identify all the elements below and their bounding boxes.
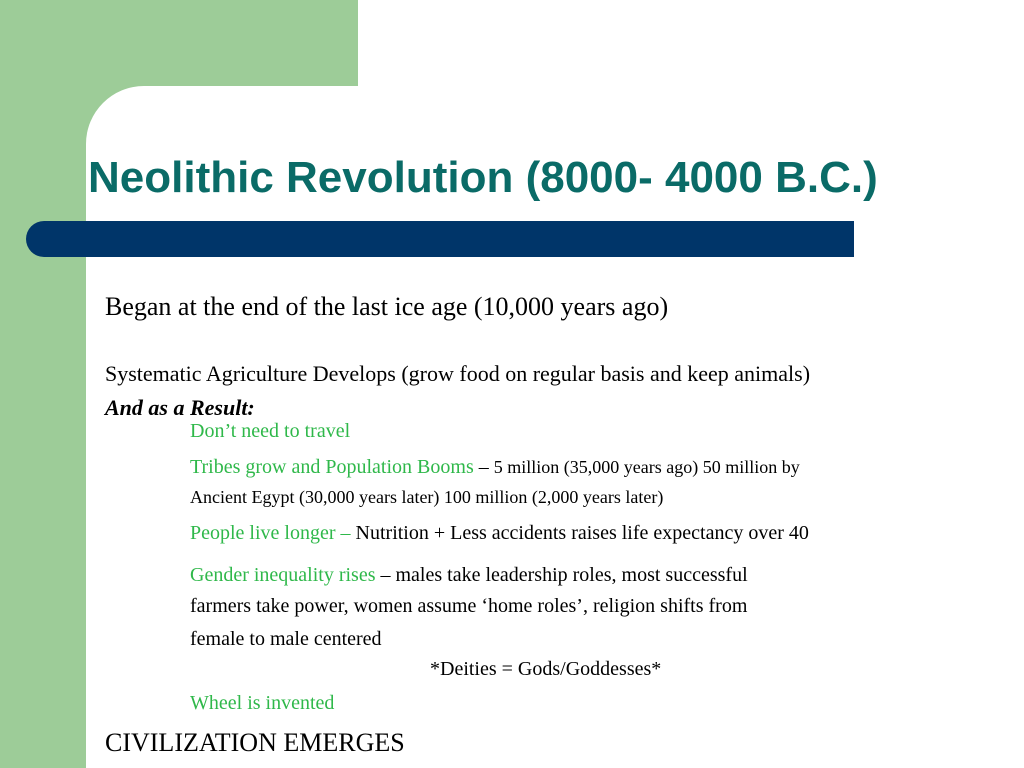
tribes-point [190,456,800,479]
travel-point: Don’t need to travel [190,420,351,442]
ice-age-line: Began at the end of the last ice age (10,000 years ago) [105,292,669,321]
title-underline-bar [26,221,854,257]
longer-point [190,522,809,545]
agriculture-line: Systematic Agriculture Develops (grow food on regular basis and keep animals) [105,361,811,386]
gender-detail-1: – males take leadership roles, most successful [375,564,748,586]
result-heading: And as a Result: [105,395,255,420]
gender-detail-3: female to male centered [190,628,382,650]
wheel-point: Wheel is invented [190,692,335,714]
conclusion-line: CIVILIZATION EMERGES [105,728,405,757]
gender-point [190,564,748,587]
gender-detail-2: farmers take power, women assume ‘home roles’, religion shifts from [190,595,748,617]
tribes-detail-2: Ancient Egypt (30,000 years later) 100 million (2,000 years later) [190,487,664,507]
longer-detail: Nutrition + Less accidents raises life expectancy over 40 [355,522,809,544]
deities-note: *Deities = Gods/Goddesses* [430,658,662,680]
longer-dash: – [335,522,356,544]
tribes-detail-1: 5 million (35,000 years ago) 50 million by [493,457,800,477]
gender-label: Gender inequality rises [190,564,376,586]
slide-title: Neolithic Revolution (8000- 4000 B.C.) [88,153,878,202]
tribes-label: Tribes grow and Population Booms [190,456,474,478]
longer-label: People live longer [190,522,336,544]
tribes-dash: – [473,456,494,478]
